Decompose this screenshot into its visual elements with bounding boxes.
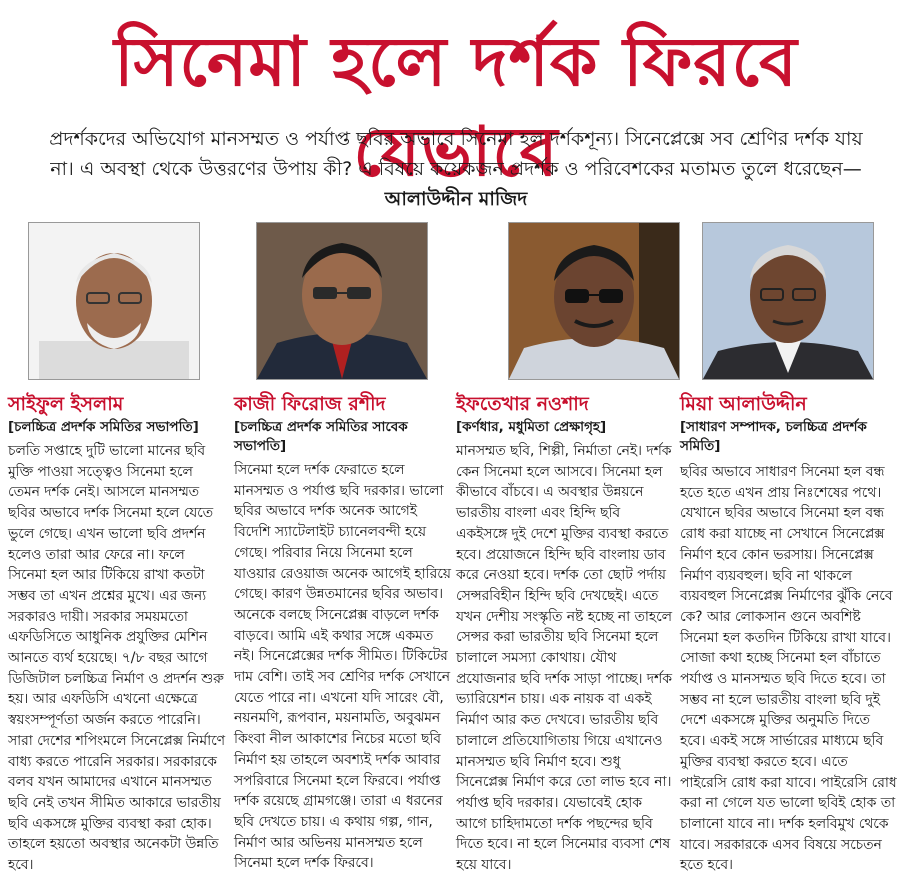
portrait-photo (702, 222, 874, 380)
headline: সিনেমা হলে দর্শক ফিরবে যেভাবে (114, 23, 798, 192)
quote-text: সিনেমা হলে দর্শক ফেরাতে হলে মানসম্মত ও পর্যাপ্ত ছবি দরকার। ভালো ছবির অভাবে দর্শক অনেক আগেই বিদেশি স্যাটেলাইট চ্যানেলবন্দী হয়ে গেছে। পরিবার নিয়ে সিনেমা হলে যাওয়ার রেওয়াজ অনেক আগেই হারিয়ে গেছে। কারণ উন্নতমানের ছবির অভাব। অনেকে বলছে সিনেপ্লেক্স বাড়লে দর্শক বাড়বে। আমি এই কথার সঙ্গে একমত নই। সিনেপ্লেক্সের দর্শক সীমিত। টিকিটের দাম বেশি। তাই সব শ্রেণির দর্শক সেখানে যেতে পারে না। এখনো যদি সারেং বৌ, নয়নমণি, রূপবান, ময়নামতি, অবুঝমন কিংবা নীল আকাশের নিচের মতো ছবি নির্মাণ হয় তাহলে অবশ্যই দর্শক আবার সপরিবারে সিনেমা হলে ফিরবে। পর্যাপ্ত দর্শক রয়েছে গ্রামগঞ্জে। তারা এ ধরনের ছবি দেখতে চায়। এ কথায় গল্প, গান, নির্মাণ আর অভিনয় মানসম্মত হলে সিনেমা হলে দর্শক ফিরবে। (234, 462, 451, 872)
person-role: [সাধারণ সম্পাদক, চলচ্চিত্র প্রদর্শক সমিতি] (680, 419, 867, 454)
column-kazi-firoz-rashid (234, 222, 452, 874)
portrait-photo (256, 222, 428, 380)
intro-text: প্রদর্শকদের অভিযোগ মানসম্মত ও পর্যাপ্ত ছবির অভাবে সিনেমা হল দর্শকশূন্য। সিনেপ্লেক্সে সব শ্রেণির দর্শক যায় না। এ অবস্থা থেকে উত্তরণের উপায় কী? এ বিষয়ে কয়েকজন প্রদর্শক ও পরিবেশকের মতামত তুলে ধরেছেন— (49, 128, 863, 180)
intro-paragraph (40, 124, 872, 214)
person-role: [চলচ্চিত্র প্রদর্শক সমিতির সাবেক সভাপতি] (234, 419, 408, 454)
person-name: ইফতেখার নওশাদ (456, 393, 589, 415)
person-role: [কর্ণধার, মধুমিতা প্রেক্ষাগৃহ] (456, 419, 607, 435)
person-name: কাজী ফিরোজ রশীদ (234, 393, 386, 415)
person-name: মিয়া আলাউদ্দীন (680, 393, 807, 415)
portrait-photo (508, 222, 680, 380)
quote-text: ছবির অভাবে সাধারণ সিনেমা হল বন্ধ হতে হতে এখন প্রায় নিঃশেষের পথে। যেখানে ছবির অভাবে সিনেমা হল বন্ধ রোধ করা যাচ্ছে না সেখানে সিনেপ্লেক্স নির্মাণ হবে কোন ভরসায়। সিনেপ্লেক্স নির্মাণ ব্যয়বহুল। ছবি না থাকলে ব্যয়বহুল সিনেপ্লেক্স নির্মাণের ঝুঁকি নেবে কে? আর লোকসান গুনে অবশিষ্ট সিনেমা হল কতদিন টিকিয়ে রাখা যাবে। সোজা কথা হচ্ছে সিনেমা হল বাঁচাতে পর্যাপ্ত ও মানসম্মত ছবি দিতে হবে। তা সম্ভব না হলে ভারতীয় বাংলা ছবি দুই দেশে একসঙ্গে মুক্তির অনুমতি দিতে হবে। একই সঙ্গে সার্ভারের মাধ্যমে ছবি মুক্তির ব্যবস্থা করতে হবে। এতে পাইরেসি রোধ করা যাবে। পাইরেসি রোধ করা না গেলে যত ভালো ছবিই হোক তা চালানো যাবে না। দর্শক হলবিমুখ থেকে যাবে। সরকারকে এসব বিষয়ে সচেতন হতে হবে। (680, 464, 897, 874)
person-name: সাইফুল ইসলাম (8, 393, 124, 415)
author-name: আলাউদ্দীন মাজিদ (384, 188, 528, 210)
column-iftekhar-nowshad (456, 222, 674, 876)
column-mia-alauddin (680, 222, 898, 876)
quote-text: চলতি সপ্তাহে দুটি ভালো মানের ছবি মুক্তি পাওয়া সত্ত্বেও সিনেমা হলে তেমন দর্শক নেই। আসলে মানসম্মত ছবির অভাবে দর্শক সিনেমা হলে যেতে ভুলে গেছে। এখন ভালো ছবি প্রদর্শন হলেও তারা আর ফেরে না। ফলে সিনেমা হল আর টিকিয়ে রাখা কতটা সম্ভব তা এখন প্রশ্নের মুখে। এর জন্য সরকারও দায়ী। সরকার সময়মতো এফডিসিতে আধুনিক প্রযুক্তির মেশিন আনতে ব্যর্থ হয়েছে। ৭/৮ বছর আগে ডিজিটাল চলচ্চিত্র নির্মাণ ও প্রদর্শন শুরু হয়। আর এফডিসি এখনো এক্ষেত্রে স্বয়ংসম্পূর্ণতা অর্জন করতে পারেনি। সারা দেশের শপিংমলে সিনেপ্লেক্স নির্মাণে বাধ্য করতে পারেনি সরকার। সরকারকে বলব যখন আমাদের এখানে মানসম্মত ছবি নেই তখন সীমিত আকারে ভারতীয় ছবি একসঙ্গে মুক্তির ব্যবস্থা করা হোক। তাহলে হয়তো অবস্থার অনেকটা উন্নতি হবে। (8, 443, 225, 874)
portrait-photo (28, 222, 200, 380)
column-saiful-islam (8, 222, 226, 876)
quote-text: মানসম্মত ছবি, শিল্পী, নির্মাতা নেই। দর্শক কেন সিনেমা হলে আসবে। সিনেমা হল কীভাবে বাঁচবে। এ অবস্থার উন্নয়নে ভারতীয় বাংলা এবং হিন্দি ছবি একইসঙ্গে দুই দেশে মুক্তির ব্যবস্থা করতে হবে। প্রয়োজনে হিন্দি ছবি বাংলায় ডাব করে নেওয়া হবে। দর্শক তো ছোট পর্দায় সেন্সরবিহীন হিন্দি ছবি দেখছেই। এতে যখন দেশীয় সংস্কৃতি নষ্ট হচ্ছে না তাহলে সেন্সর করা ভারতীয় ছবি সিনেমা হলে চালালে সমস্যা কোথায়। যৌথ প্রযোজনার ছবি দর্শক সাড়া পাচ্ছে। দর্শক ভ্যারিয়েশন চায়। এক নায়ক বা একই নির্মাণ আর কত দেখবে। ভারতীয় ছবি চালালে প্রতিযোগিতায় গিয়ে এখানেও মানসম্মত ছবি নির্মাণ হবে। শুধু সিনেপ্লেক্স নির্মাণ করে তো লাভ হবে না। পর্যাপ্ত ছবি দরকার। যেভাবেই হোক আগে চাহিদামতো দর্শক পছন্দের ছবি দিতে হবে। না হলে সিনেমার ব্যবসা শেষ হয়ে যাবে। (456, 443, 672, 874)
person-role: [চলচ্চিত্র প্রদর্শক সমিতির সভাপতি] (8, 419, 199, 435)
